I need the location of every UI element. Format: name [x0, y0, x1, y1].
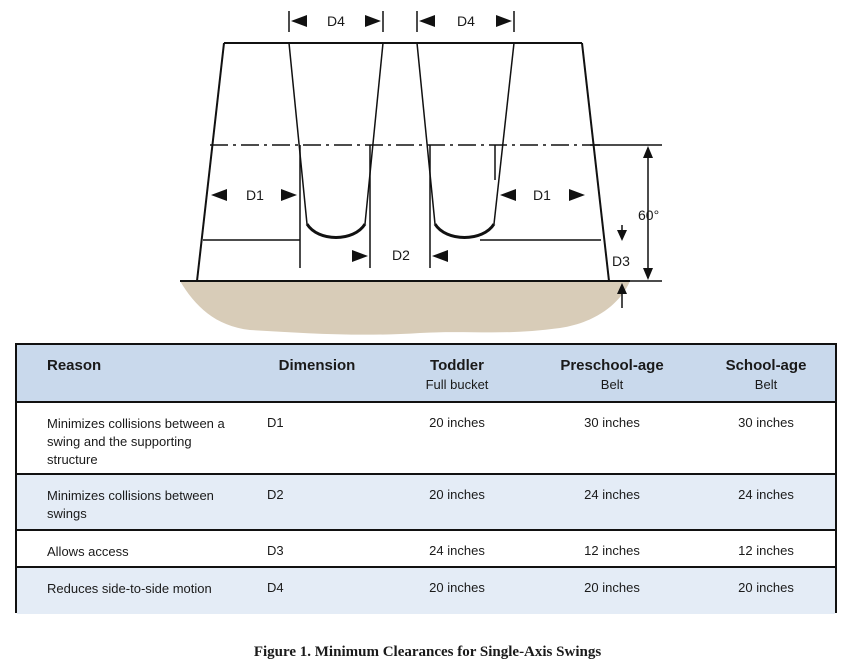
- table-row: [17, 567, 835, 614]
- dimension-60-degree: [638, 146, 659, 280]
- d1-left-label: D1: [246, 187, 264, 203]
- dimension-d4-right: [417, 11, 514, 32]
- cell-toddler: 20 inches: [387, 474, 527, 530]
- cell-dimension: D1: [247, 402, 387, 474]
- cell-reason: Minimizes collisions between a swing and the supporting structure: [17, 402, 247, 474]
- header-school: School-age Belt: [697, 345, 835, 402]
- clearance-table-container: [15, 343, 837, 613]
- cell-dimension: D3: [247, 530, 387, 567]
- header-preschool: Preschool-age Belt: [527, 345, 697, 402]
- d1-right-label: D1: [533, 187, 551, 203]
- table-row: [17, 530, 835, 567]
- cell-toddler: 24 inches: [387, 530, 527, 567]
- cell-preschool: 20 inches: [527, 567, 697, 614]
- clearance-table: [17, 345, 835, 614]
- cell-reason: Reduces side-to-side motion: [17, 567, 247, 614]
- cell-school: 24 inches: [697, 474, 835, 530]
- d2-label: D2: [392, 247, 410, 263]
- cell-toddler: 20 inches: [387, 402, 527, 474]
- cell-dimension: D2: [247, 474, 387, 530]
- cell-school: 30 inches: [697, 402, 835, 474]
- cell-school: 12 inches: [697, 530, 835, 567]
- d4-right-label: D4: [457, 13, 475, 29]
- figure-caption: Figure 1. Minimum Clearances for Single-Axis Swings: [253, 644, 602, 660]
- cell-school: 20 inches: [697, 567, 835, 614]
- cell-dimension: D4: [247, 567, 387, 614]
- d4-left-label: D4: [327, 13, 345, 29]
- table-row: [17, 474, 835, 530]
- dimension-d2: [352, 247, 448, 263]
- dimension-d4-left: [289, 11, 383, 32]
- cell-preschool: 24 inches: [527, 474, 697, 530]
- swing-frame: [197, 43, 609, 281]
- cell-preschool: 30 inches: [527, 402, 697, 474]
- ground: [180, 281, 630, 335]
- cell-reason: Allows access: [17, 530, 247, 567]
- header-reason: Reason: [17, 345, 247, 402]
- dimension-d1-left: [211, 187, 297, 203]
- table-header-row: [17, 345, 835, 402]
- cell-toddler: 20 inches: [387, 567, 527, 614]
- dimension-d1-right: [500, 187, 585, 203]
- cell-preschool: 12 inches: [527, 530, 697, 567]
- header-dimension: Dimension: [247, 345, 387, 402]
- cell-reason: Minimizes collisions between swings: [17, 474, 247, 530]
- d3-label: D3: [612, 253, 630, 269]
- header-toddler: Toddler Full bucket: [387, 345, 527, 402]
- leader-lines: [203, 145, 662, 281]
- table-row: [17, 402, 835, 474]
- angle-label: 60°: [638, 207, 660, 223]
- swing-left: [289, 43, 383, 238]
- swing-right: [417, 43, 514, 238]
